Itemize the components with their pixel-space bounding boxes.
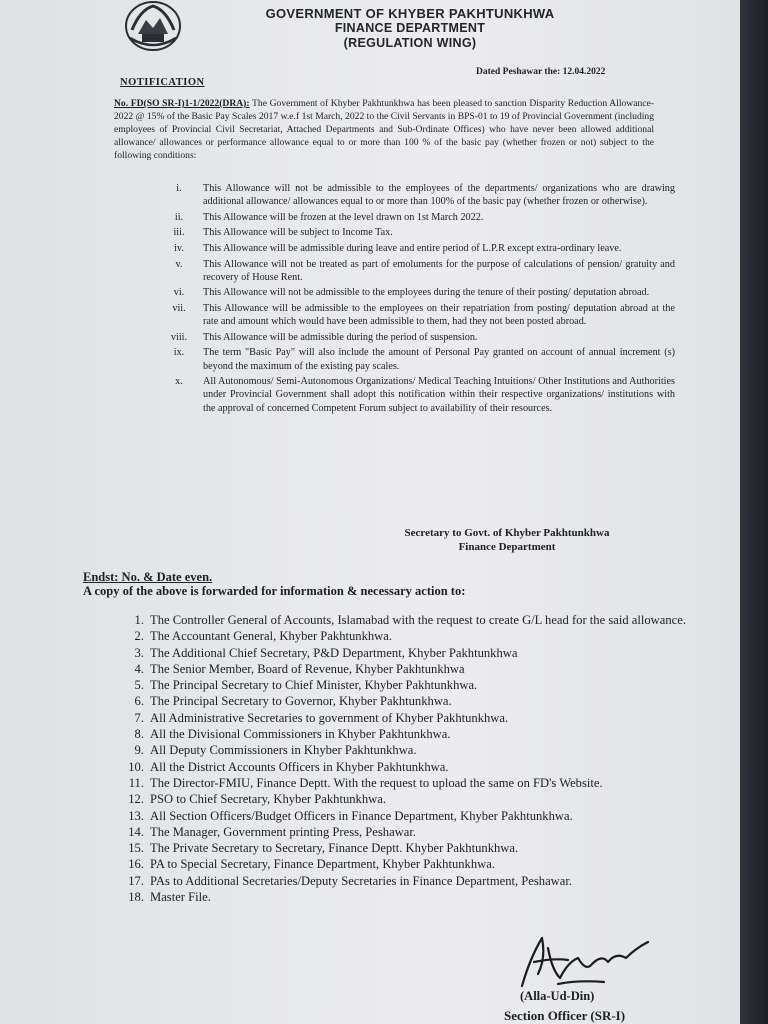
list-item [110,775,690,791]
list-item-number: 12. [128,792,144,807]
list-item-text: All the District Accounts Officers in Khyber Pakhtunkhwa. [150,759,449,774]
secretary-title: Secretary to Govt. of Khyber Pakhtunkhwa [404,527,610,539]
header-wing: (REGULATION WING) [343,36,477,50]
condition-text: This Allowance will not be treated as part of emoluments for the purpose of calculations of pension/ gratuity and recovery of House Rent. [203,258,675,283]
list-item-text: The Director-FMIU, Finance Deptt. With the request to upload the same on FD's Website. [150,775,603,790]
condition-item [155,226,675,239]
condition-item [155,331,675,344]
list-item-text: The Senior Member, Board of Revenue, Khyber Pakhtunkhwa [150,661,465,676]
list-item-text: PSO to Chief Secretary, Khyber Pakhtunkhwa. [150,792,386,807]
list-item-text: All the Divisional Commissioners in Khyber Pakhtunkhwa. [150,727,451,742]
government-crest-logo [122,0,184,52]
list-item-text: Master File. [150,890,211,905]
list-item [110,726,690,742]
list-item-text: The Principal Secretary to Chief Minister, Khyber Pakhtunkhwa. [150,678,478,693]
list-item-text: The Private Secretary to Secretary, Finance Deptt. Khyber Pakhtunkhwa. [150,841,519,856]
list-item [110,677,690,693]
officer-name: (Alla-Ud-Din) [520,989,595,1003]
list-item-number: 14. [128,824,144,839]
list-item-number: 17. [128,873,144,888]
list-item-number: 6. [134,694,144,709]
officer-title: Section Officer (SR-I) [504,1008,626,1023]
condition-text: This Allowance will be admissible to the employees on their repatriation from posting/ deputation abroad at the rate and amount which would have been admissible to them, had they not been posted abroad. [203,302,675,328]
condition-item [155,286,675,299]
condition-item [155,346,675,372]
list-item [110,856,690,872]
notification-label: NOTIFICATION [120,77,205,88]
list-item-number: 2. [134,629,144,644]
list-item-text: All Administrative Secretaries to government of Khyber Pakhtunkhwa. [150,710,509,725]
secretary-department: Finance Department [458,541,556,553]
list-item-number: 7. [134,710,144,725]
endorsement-line: Endst: No. & Date even. [83,570,213,584]
list-item-number: 16. [128,857,144,872]
list-item [110,840,690,856]
condition-number: viii. [170,331,188,343]
list-item [110,791,690,807]
condition-number: v. [175,258,183,270]
header-department: FINANCE DEPARTMENT [334,21,486,35]
list-item-number: 11. [128,775,144,790]
condition-number: x. [175,376,183,388]
condition-text: This Allowance will be subject to Income Tax. [203,227,393,239]
list-item [110,645,690,661]
dated-line: Dated Peshawar the: 12.04.2022 [476,67,606,77]
list-item [110,824,690,840]
list-item-number: 5. [134,678,144,693]
intro-paragraph [114,97,654,162]
list-item [110,759,690,775]
condition-text: This Allowance will be admissible during leave and entire period of L.P.R except extra-ordinary leave. [203,242,622,254]
condition-number: ii. [174,211,184,223]
condition-number: vii. [172,302,186,314]
conditions-list [155,182,675,417]
list-item-text: All Deputy Commissioners in Khyber Pakhtunkhwa. [150,743,417,758]
list-item [110,710,690,726]
list-item-text: The Controller General of Accounts, Islamabad with the request to create G/L head for the said allowance. [150,613,686,627]
condition-number: iv. [174,242,184,254]
list-item [110,612,690,628]
list-item [110,742,690,758]
condition-text: The term "Basic Pay" will also include the amount of Personal Pay granted on account of annual increment (s) beyond the maximum of the existing pay scales. [203,347,675,372]
list-item-text: PAs to Additional Secretaries/Deputy Secretaries in Finance Department, Peshawar. [150,873,573,888]
list-item-text: The Accountant General, Khyber Pakhtunkhwa. [150,629,393,644]
condition-item [155,258,675,284]
list-item-number: 9. [134,743,144,758]
secretary-signature-block [372,526,642,554]
list-item-text: The Manager, Government printing Press, Peshawar. [150,824,416,839]
condition-text: This Allowance will be frozen at the level drawn on 1st March 2022. [203,211,484,223]
condition-item [155,375,675,415]
condition-item [155,211,675,224]
condition-number: vi. [173,287,185,299]
list-item-number: 10. [128,759,144,774]
list-item [110,693,690,709]
header-government: GOVERNMENT OF KHYBER PAKHTUNKHWA [265,6,555,21]
condition-item [155,242,675,255]
condition-item [155,302,675,328]
condition-text: This Allowance will not be admissible to the employees of the departments/ organizations who are drawing additional allowance/ allowances equal to or more than 100% of the basic pay (whether frozen or otherwise). [203,183,675,208]
list-item-text: The Principal Secretary to Governor, Khyber Pakhtunkhwa. [150,694,452,709]
background-edge [740,0,768,1024]
list-item [110,808,690,824]
distribution-list [110,612,690,905]
condition-number: i. [176,183,182,194]
list-item [110,628,690,644]
condition-text: This Allowance will not be admissible to the employees during the tenure of their posting/ deputation abroad. [203,287,650,299]
handwritten-signature [508,928,668,996]
list-item [110,661,690,677]
list-item-number: 18. [128,890,144,905]
copy-forward-line: A copy of the above is forwarded for information & necessary action to: [83,584,466,598]
list-item-text: All Section Officers/Budget Officers in Finance Department, Khyber Pakhtunkhwa. [150,808,573,823]
intro-text: The Government of Khyber Pakhtunkhwa has been pleased to sanction Disparity Reduction Allowance-2022 @ 15% of the Basic Pay Scales 2017 w.e.f 1st March, 2022 to the Civil Servants in BPS-01 to 19 of Provincial Government (including employees of Provincial Civil Secretariat, Attached Departments and Sub-Ordinate Offices) who have never been allowed additional allowance/ allowances or performance allowance equal to or more than 100 % of the basic pay (whether frozen or not) subject to the following conditions: [114,98,654,161]
condition-text: All Autonomous/ Semi-Autonomous Organizations/ Medical Teaching Intuitions/ Other Institutions and Authorities under Provincial Government shall adopt this notification within their respective organizations/ institutions with the approval of concerned Competent Forum subject to availability of their resources. [203,376,675,414]
list-item-text: PA to Special Secretary, Finance Department, Khyber Pakhtunkhwa. [150,857,495,872]
reference-number: No. FD(SO SR-I)1-1/2022(DRA): [114,98,250,109]
list-item-number: 8. [134,727,144,742]
list-item [110,873,690,889]
condition-item [155,182,675,208]
list-item [110,889,690,905]
condition-number: iii. [173,227,185,239]
list-item-number: 15. [128,841,144,856]
condition-text: This Allowance will be admissible during the period of suspension. [203,331,478,343]
list-item-number: 1. [134,613,144,627]
list-item-number: 3. [134,645,144,660]
list-item-text: The Additional Chief Secretary, P&D Department, Khyber Pakhtunkhwa [150,645,518,660]
list-item-number: 13. [128,808,144,823]
list-item-number: 4. [134,661,144,676]
condition-number: ix. [173,347,185,359]
